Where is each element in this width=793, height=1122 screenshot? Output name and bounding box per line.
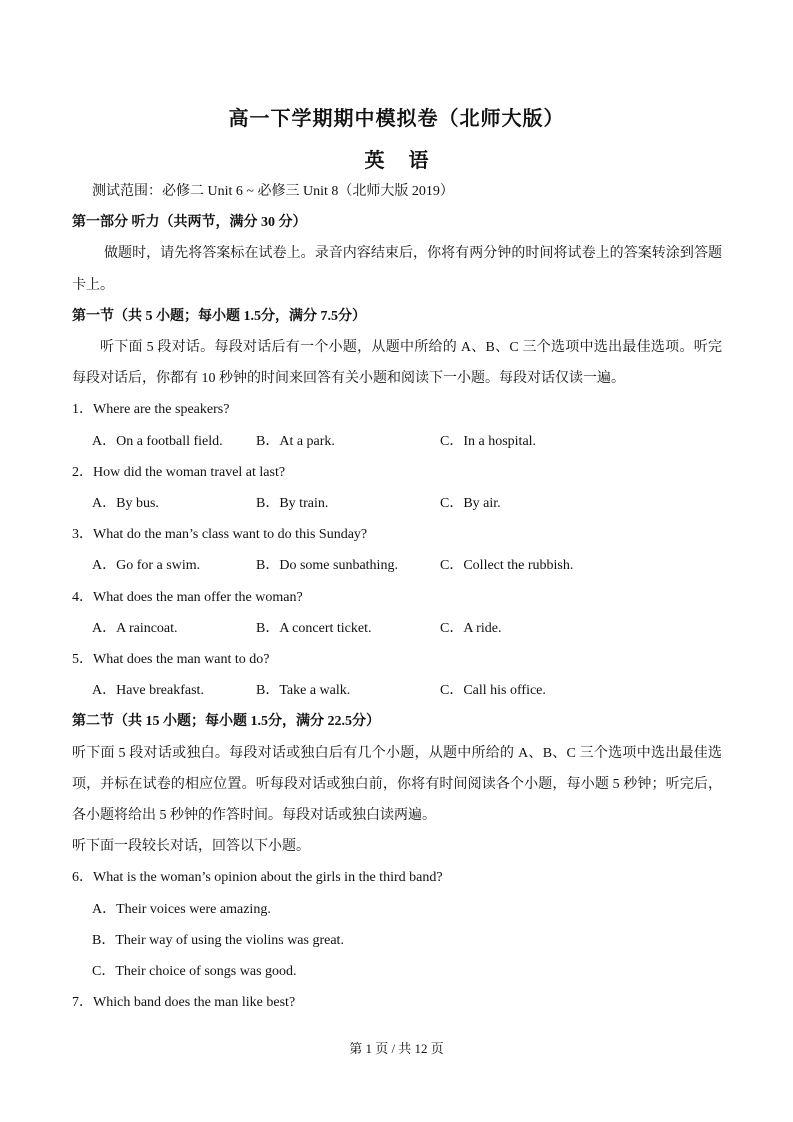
- option-b: B．Do some sunbathing.: [256, 558, 398, 574]
- question-6: [72, 862, 722, 987]
- option-c: C．By air.: [440, 496, 501, 512]
- subject-heading: [0, 144, 793, 173]
- option-c: C．A ride.: [440, 620, 502, 636]
- part1-instructions: 做题时，请先将答案标在试卷上。录音内容结束后，你将有两分钟的时间将试卷上的答案转涂到答题卡上。: [72, 246, 722, 293]
- question-1: [72, 394, 722, 456]
- option-a: A．A raincoat.: [92, 620, 178, 636]
- page-footer: 第 1 页 / 共 12 页: [349, 1041, 444, 1056]
- option-b: B．A concert ticket.: [256, 620, 372, 636]
- section2-lead: 听下面一段较长对话，回答以下小题。: [72, 839, 310, 855]
- question-4: [72, 582, 722, 644]
- question-text: 7．Which band does the man like best?: [72, 995, 296, 1011]
- section2-instructions: 听下面 5 段对话或独白。每段对话或独白后有几个小题，从题中所给的 A、B、C 三个选项中选出最佳选项，并标在试卷的相应位置。听每段对话或独白前，你将有时间阅读各个小题，每小题 5 秒钟；听完后，各小题将给出 5 秒钟的作答时间。每段对话或独白读两遍。: [72, 745, 722, 823]
- option-a: A．By bus.: [92, 496, 159, 512]
- section2-heading: 第二节（共 15 小题；每小题 1.5分，满分 22.5分）: [72, 714, 380, 730]
- option-a: A．Go for a swim.: [92, 558, 201, 574]
- option-b: B．Their way of using the violins was great.: [92, 932, 344, 948]
- option-a: A．Their voices were amazing.: [92, 901, 271, 917]
- question-5: [72, 644, 722, 706]
- question-text: 3．What do the man’s class want to do this Sunday?: [72, 527, 368, 543]
- option-b: B．At a park.: [256, 433, 335, 449]
- page-title: 高一下学期期中模拟卷（北师大版）: [228, 108, 565, 130]
- test-scope: 测试范围：必修二 Unit 6 ~ 必修三 Unit 8（北师大版 2019）: [92, 184, 454, 199]
- option-c: C．Their choice of songs was good.: [92, 964, 297, 979]
- question-2: [72, 457, 722, 519]
- option-c: C．Call his office.: [440, 683, 546, 699]
- question-text: 6．What is the woman’s opinion about the girls in the third band?: [72, 870, 443, 886]
- option-b: B．Take a walk.: [256, 683, 351, 699]
- subject-char: 英: [364, 150, 385, 172]
- question-7: [72, 987, 722, 1018]
- option-a: A．Have breakfast.: [92, 683, 204, 699]
- document-body: [72, 176, 722, 1018]
- question-text: 5．What does the man want to do?: [72, 651, 270, 667]
- question-text: 1．Where are the speakers?: [72, 402, 230, 418]
- question-text: 2．How did the woman travel at last?: [72, 464, 286, 480]
- question-3: [72, 519, 722, 581]
- question-text: 4．What does the man offer the woman?: [72, 589, 303, 605]
- subject-char: 语: [408, 150, 429, 172]
- option-c: C．In a hospital.: [440, 433, 537, 449]
- option-b: B．By train.: [256, 496, 329, 512]
- option-a: A．On a football field.: [92, 433, 223, 449]
- section1-instructions: 听下面 5 段对话。每段对话后有一个小题，从题中所给的 A、B、C 三个选项中选出最佳选项。听完每段对话后，你都有 10 秒钟的时间来回答有关小题和阅读下一小题。每段对话仅读一遍。: [72, 340, 722, 387]
- option-c: C．Collect the rubbish.: [440, 558, 574, 574]
- section1-heading: 第一节（共 5 小题；每小题 1.5分，满分 7.5分）: [72, 308, 366, 324]
- part1-heading: 第一部分 听力（共两节，满分 30 分）: [72, 215, 307, 231]
